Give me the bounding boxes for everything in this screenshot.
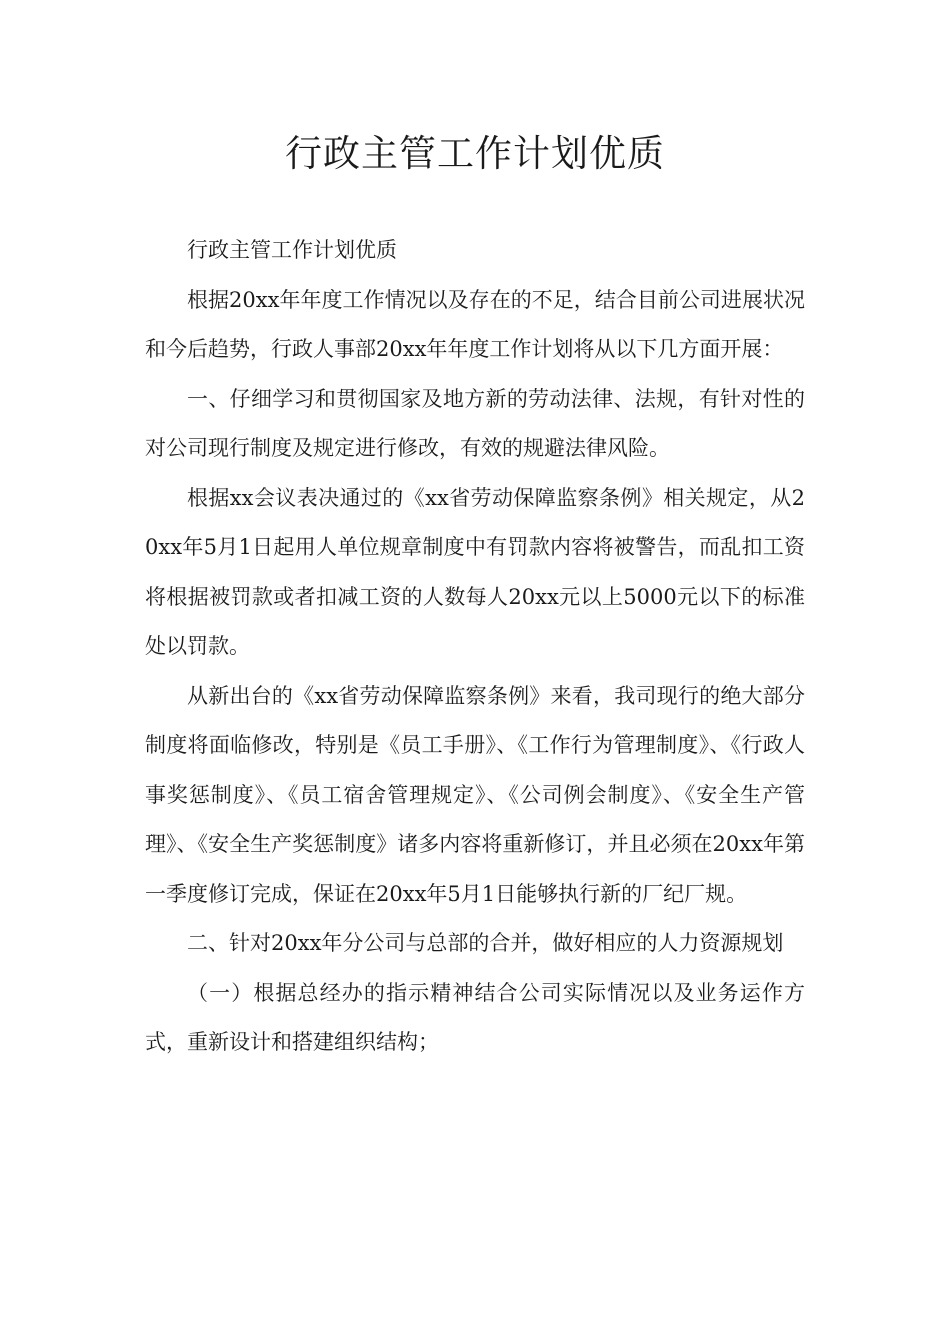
- paragraph-subsection-one: （一）根据总经办的指示精神结合公司实际情况以及业务运作方式，重新设计和搭建组织结构；: [145, 980, 805, 1054]
- paragraph-section-one: 一、仔细学习和贯彻国家及地方新的劳动法律、法规，有针对性的对公司现行制度及规定进行修改，有效的规避法律风险。: [145, 386, 805, 460]
- paragraph-revision: 从新出台的《xx省劳动保障监察条例》来看，我司现行的绝大部分制度将面临修改，特别是《员工手册》、《工作行为管理制度》、《行政人事奖惩制度》、《员工宿舍管理规定》、《公司例会制度》、《安全生产管理》、《安全生产奖惩制度》诸多内容将重新修订，并且必须在20xx年第一季度修订完成，保证在20xx年5月1日能够执行新的厂纪厂规。: [145, 683, 805, 906]
- paragraph-section-two: 二、针对20xx年分公司与总部的合并，做好相应的人力资源规划: [187, 931, 784, 955]
- paragraph-intro: 根据20xx年年度工作情况以及存在的不足，结合目前公司进展状况和今后趋势，行政人事部20xx年年度工作计划将从以下几方面开展：: [145, 287, 805, 361]
- document-body: [145, 226, 805, 1068]
- document-title: 行政主管工作计划优质: [285, 132, 665, 175]
- paragraph-subtitle: 行政主管工作计划优质: [187, 238, 397, 262]
- paragraph-regulation: 根据xx会议表决通过的《xx省劳动保障监察条例》相关规定，从20xx年5月1日起用人单位规章制度中有罚款内容将被警告，而乱扣工资将根据被罚款或者扣减工资的人数每人20xx元以上5000元以下的标准处以罚款。: [145, 485, 805, 658]
